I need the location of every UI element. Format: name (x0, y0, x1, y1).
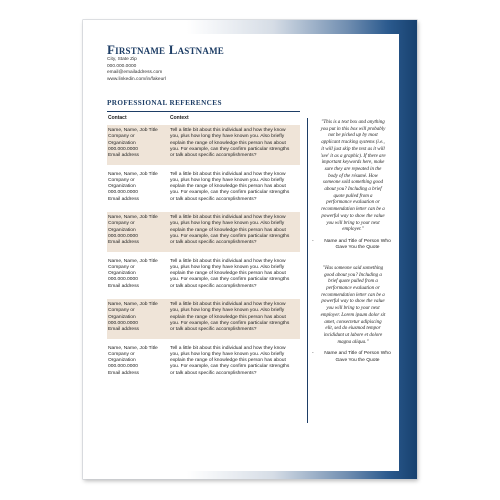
contact-line: Company or (108, 134, 135, 140)
context-line: you, plus how long they have known you. Also briefly (170, 134, 285, 140)
contact-line: 000.000.0000 (108, 233, 138, 239)
quote-line: brief quote pulled from a (328, 279, 378, 285)
context-line: you, plus how long they have known you. Also briefly (170, 264, 285, 270)
quote-text (312, 120, 394, 234)
reference-contact (108, 259, 164, 290)
contact-line: Company or (108, 351, 135, 357)
quote-line: you will bring to your next (326, 306, 380, 312)
contact-line: Name, Name, Job Title (108, 258, 158, 264)
context-line: or talk about specific accomplishments? (170, 327, 257, 333)
context-line: Tell a little bit about this individual and how they know (170, 171, 286, 177)
quote-line: employer. Lorem ipsum dolor sit (320, 312, 386, 318)
context-line: Tell a little bit about this individual and how they know (170, 258, 286, 264)
reference-contact (108, 302, 164, 333)
context-line: explain the range of knowledge this person has about (170, 358, 286, 364)
email-address: email@emailaddress.com (107, 70, 163, 76)
reference-contact (108, 128, 164, 159)
reference-context (170, 302, 298, 333)
quote-line: elit, sed do eiusmod tempor (325, 326, 381, 332)
contact-line: Name, Name, Job Title (108, 215, 158, 220)
context-line: explain the range of knowledge this person has about (170, 140, 286, 146)
contact-line: Company or (108, 308, 135, 314)
column-header-contact: Contact (108, 115, 127, 121)
reference-context (170, 172, 298, 203)
contact-line: Name, Name, Job Title (108, 302, 158, 307)
quote-line: you will bring to your next (326, 220, 380, 226)
reference-row (107, 299, 300, 339)
context-line: explain the range of knowledge this person has about (170, 271, 286, 277)
context-line: Tell a little bit about this individual and how they know (170, 302, 286, 307)
resume-header (107, 42, 357, 83)
context-line: you. For example, can they confirm particular strengths (170, 320, 290, 326)
quote-line: performance evaluation or (326, 286, 380, 292)
quote-line: applicant tracking systems (i.e., (321, 140, 385, 146)
context-line: or talk about specific accomplishments? (170, 370, 257, 376)
quote-line: it will just skip the text as it will (321, 146, 385, 152)
contact-line: Organization (108, 140, 136, 146)
contact-line: Organization (108, 227, 136, 233)
reference-row (107, 256, 300, 296)
context-line: explain the range of knowledge this person has about (170, 227, 286, 233)
reference-contact (108, 172, 164, 203)
reference-row (107, 169, 300, 209)
context-line: or talk about specific accomplishments? (170, 153, 257, 159)
quote-sidebar (312, 120, 394, 364)
contact-line: Email address (108, 327, 139, 333)
context-line: Tell a little bit about this individual and how they know (170, 128, 286, 133)
sidebar-divider (307, 118, 308, 423)
linkedin-url: www.linkedin.com/in/fakeurl (107, 76, 166, 82)
contact-line: Email address (108, 370, 139, 376)
context-line: you. For example, can they confirm particular strengths (170, 190, 290, 196)
table-header (107, 115, 300, 123)
quote-line: magna aliqua." (337, 339, 369, 345)
context-line: you. For example, can they confirm particular strengths (170, 364, 290, 370)
quote-attribution (312, 351, 394, 364)
resume-page (83, 20, 417, 479)
attribution-text (321, 239, 394, 252)
contact-line: Name, Name, Job Title (108, 171, 158, 177)
quote-line: recommendation letter can be a (321, 292, 385, 298)
quote-line: "Has someone said something (322, 265, 384, 271)
attribution-line: Name and Title of Person Who (324, 351, 391, 357)
quote-line: sure they are repeated in the (324, 166, 382, 172)
contact-line: Name, Name, Job Title (108, 128, 158, 133)
phone-number: 000.000.0000 (107, 63, 137, 69)
reference-context (170, 346, 298, 377)
context-line: Tell a little bit about this individual and how they know (170, 345, 286, 351)
quote-line: quote pulled from a (333, 193, 373, 199)
quote-line: incididunt ut labore et dolore (323, 332, 383, 338)
context-line: you, plus how long they have known you. Also briefly (170, 351, 285, 357)
attribution-line: Gave You the Quote (335, 357, 380, 363)
context-line: you. For example, can they confirm particular strengths (170, 233, 290, 239)
attribution-text (321, 351, 394, 364)
contact-line: Name, Name, Job Title (108, 345, 158, 351)
context-line: you. For example, can they confirm particular strengths (170, 146, 290, 152)
reference-context (170, 215, 298, 246)
reference-contact (108, 215, 164, 246)
contact-line: Email address (108, 153, 139, 159)
attribution-line: Gave You the Quote (335, 245, 380, 251)
contact-line: Organization (108, 314, 136, 320)
contact-line: 000.000.0000 (108, 320, 138, 326)
quote-line: amet, consectetur adipiscing (324, 319, 382, 325)
reference-contact (108, 346, 164, 377)
attribution-line: Name and Title of Person Who (324, 238, 391, 244)
context-line: you. For example, can they confirm particular strengths (170, 277, 290, 283)
quote-line: employer." (342, 227, 364, 233)
context-line: or talk about specific accomplishments? (170, 283, 257, 289)
context-line: explain the range of knowledge this person has about (170, 314, 286, 320)
context-line: you, plus how long they have known you. Also briefly (170, 221, 285, 227)
contact-line: Organization (108, 358, 136, 364)
contact-line: Email address (108, 196, 139, 202)
contact-line: Email address (108, 240, 139, 246)
contact-line: Organization (108, 271, 136, 277)
reference-row (107, 125, 300, 165)
quote-line: about you? Including a brief (324, 187, 382, 193)
context-line: Tell a little bit about this individual and how they know (170, 215, 286, 220)
reference-row (107, 343, 300, 383)
quote-line: 'see' it as a graphic). If there are (320, 153, 386, 159)
column-header-context: Context (170, 115, 189, 121)
contact-line: 000.000.0000 (108, 190, 138, 196)
context-line: or talk about specific accomplishments? (170, 196, 257, 202)
quote-line: performance evaluation or (326, 200, 380, 206)
context-line: you, plus how long they have known you. Also briefly (170, 177, 285, 183)
quote-line: recommendation letter can be a (321, 207, 385, 213)
contact-line: Email address (108, 283, 139, 289)
quote-line: powerful way to show the value (321, 299, 385, 305)
dash-mark: - (312, 351, 314, 357)
contact-line: 000.000.0000 (108, 364, 138, 370)
page-content (97, 34, 399, 471)
quote-line: good about you? Including a (324, 272, 382, 278)
dash-mark: - (312, 238, 314, 244)
reference-context (170, 128, 298, 159)
contact-line: Organization (108, 184, 136, 190)
applicant-name: Firstname Lastname (107, 42, 224, 57)
context-line: explain the range of knowledge this person has about (170, 184, 286, 190)
contact-line: 000.000.0000 (108, 277, 138, 283)
reference-context (170, 259, 298, 290)
contact-line: Company or (108, 177, 135, 183)
quote-attribution (312, 239, 394, 252)
context-line: or talk about specific accomplishments? (170, 240, 257, 246)
context-line: you, plus how long they have known you. Also briefly (170, 308, 285, 314)
quote-line: important keywords here, make (321, 160, 385, 166)
reference-row (107, 212, 300, 252)
section-title: PROFESSIONAL REFERENCES (107, 99, 222, 107)
section-rule (107, 111, 300, 112)
quote-text (312, 266, 394, 346)
quote-line: powerful way to show the value (321, 213, 385, 219)
quote-line: you put in this box will probably (320, 126, 386, 132)
contact-line: 000.000.0000 (108, 146, 138, 152)
quote-line: someone sold something good (322, 180, 384, 186)
contact-line: Company or (108, 221, 135, 227)
quote-line: body of the résumé. How (328, 173, 378, 179)
contact-line: Company or (108, 264, 135, 270)
city-state: City, State Zip (107, 57, 137, 62)
quote-line: not be picked up by most (328, 133, 378, 139)
quote-line: "This is a text box and anything (321, 120, 385, 125)
